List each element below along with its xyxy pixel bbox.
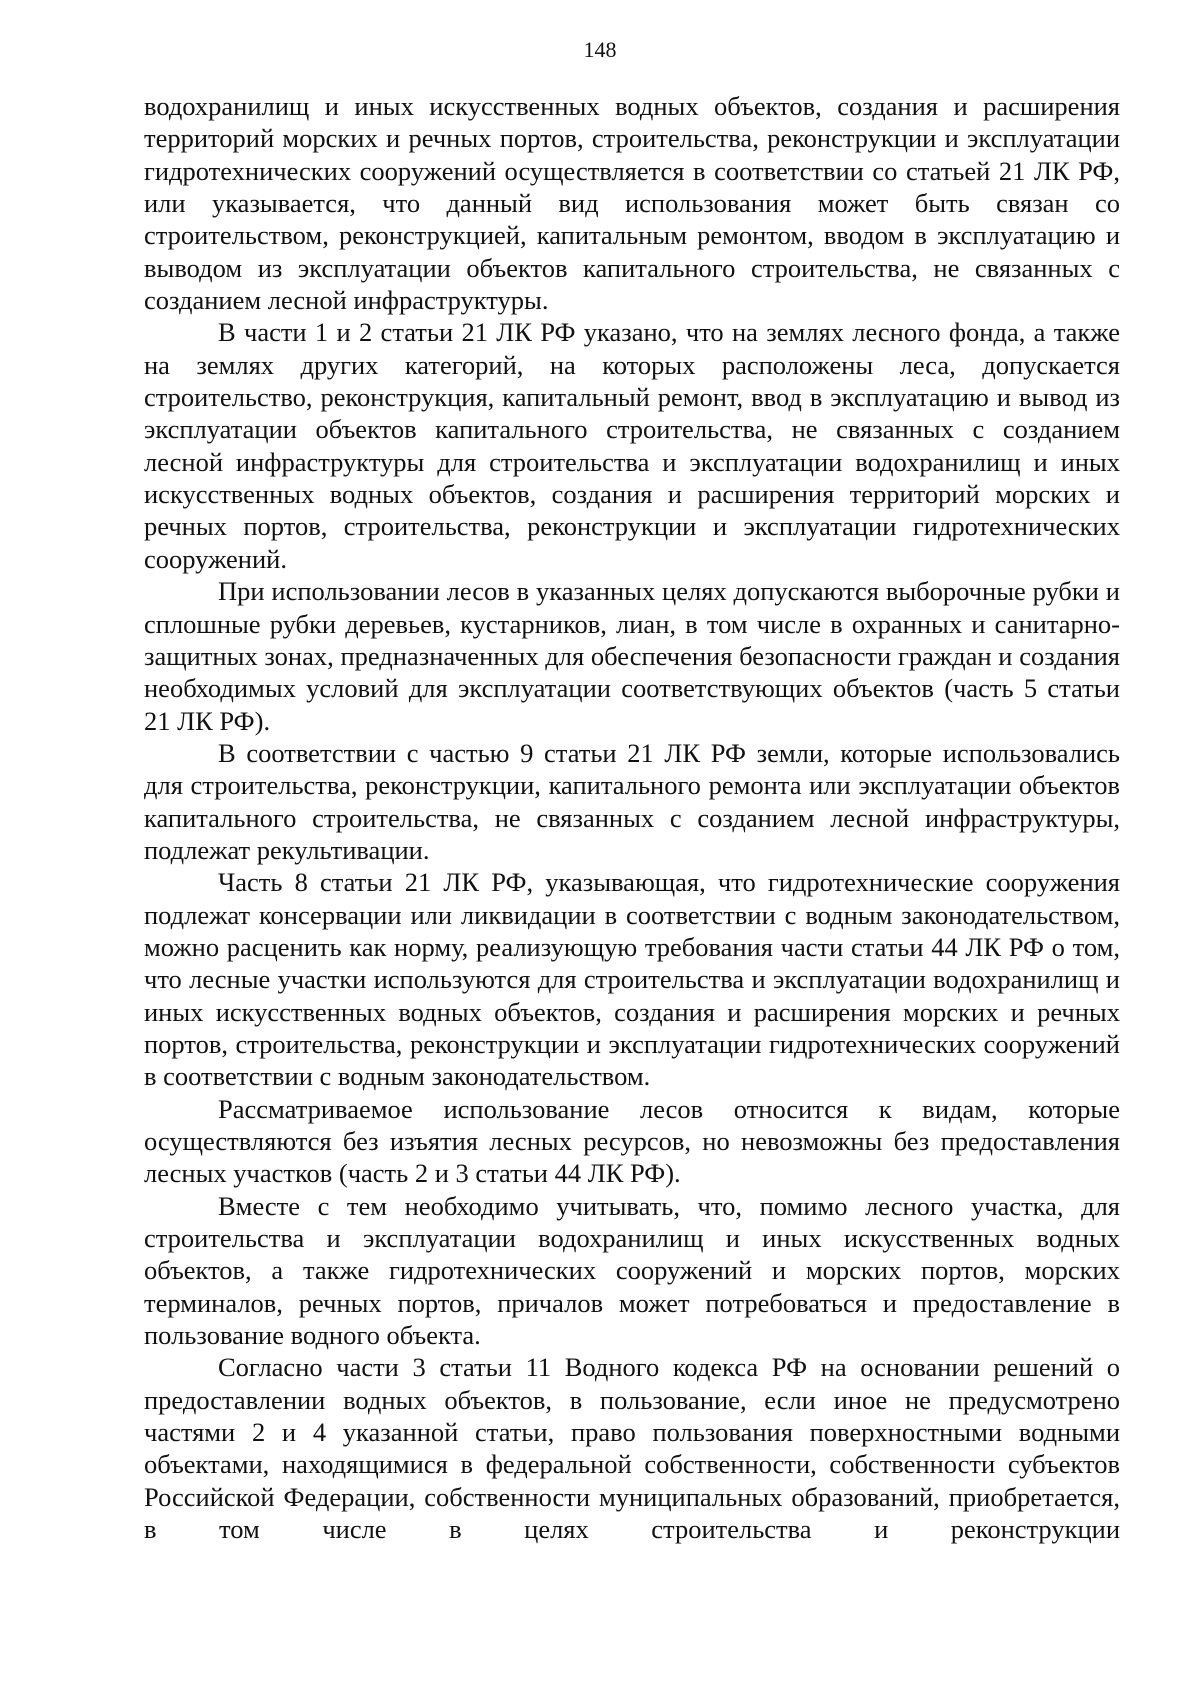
paragraph: Рассматриваемое использование лесов относится к видам, которые осуществляются без изъятия лесных ресурсов, но невозможны без предоставления лесных участков (часть 2 и 3 статьи 44 ЛК РФ). — [144, 1093, 1120, 1189]
paragraph-continuation: водохранилищ и иных искусственных водных объектов, создания и расширения территорий морских и речных портов, строительства, реконструкции и эксплуатации гидротехнических сооружений осуществляется в соответствии со статьей 21 ЛК РФ, или указывается, что данный вид использования может быть связан со строительством, реконструкцией, капитальным ремонтом, вводом в эксплуатацию и выводом из эксплуатации объектов капитального строительства, не связанных с созданием лесной инфраструктуры. — [144, 91, 1120, 316]
paragraph: Вместе с тем необходимо учитывать, что, помимо лесного участка, для строительства и эксплуатации водохранилищ и иных искусственных водных объектов, а также гидротехнических сооружений и морских портов, морских терминалов, речных портов, причалов может потребоваться и предоставление в пользование водного объекта. — [144, 1190, 1120, 1351]
paragraph: В соответствии с частью 9 статьи 21 ЛК РФ земли, которые использовались для строительства, реконструкции, капитального ремонта или эксплуатации объектов капитального строительства, не связанных с созданием лесной инфраструктуры, подлежат рекультивации. — [144, 737, 1120, 865]
paragraph-continued: Согласно части 3 статьи 11 Водного кодекса РФ на основании решений о предоставлении водных объектов, в пользование, если иное не предусмотрено частями 2 и 4 указанной статьи, право пользования поверхностными водными объектами, находящимися в федеральной собственности, собственности субъектов Российской Федерации, собственности муниципальных образований, приобретается, в том числе в целях строительства и реконструкции — [144, 1352, 1120, 1545]
document-body — [144, 90, 1120, 1545]
paragraph: При использовании лесов в указанных целях допускаются выборочные рубки и сплошные рубки деревьев, кустарников, лиан, в том числе в охранных и санитарно-защитных зонах, предназначенных для обеспечения безопасности граждан и создания необходимых условий для эксплуатации соответствующих объектов (часть 5 статьи 21 ЛК РФ). — [144, 576, 1120, 736]
paragraph: Часть 8 статьи 21 ЛК РФ, указывающая, что гидротехнические сооружения подлежат консервации или ликвидации в соответствии с водным законодательством, можно расценить как норму, реализующую требования части статьи 44 ЛК РФ о том, что лесные участки используются для строительства и эксплуатации водохранилищ и иных искусственных водных объектов, создания и расширения морских и речных портов, строительства, реконструкции и эксплуатации гидротехнических сооружений в соответствии с водным законодательством. — [144, 867, 1120, 1092]
paragraph: В части 1 и 2 статьи 21 ЛК РФ указано, что на землях лесного фонда, а также на землях других категорий, на которых расположены леса, допускается строительство, реконструкция, капитальный ремонт, ввод в эксплуатацию и вывод из эксплуатации объектов капитального строительства, не связанных с созданием лесной инфраструктуры для строительства и эксплуатации водохранилищ и иных искусственных водных объектов, создания и расширения территорий морских и речных портов, строительства, реконструкции и эксплуатации гидротехнических сооружений. — [144, 317, 1120, 574]
page-number: 148 — [583, 37, 617, 62]
